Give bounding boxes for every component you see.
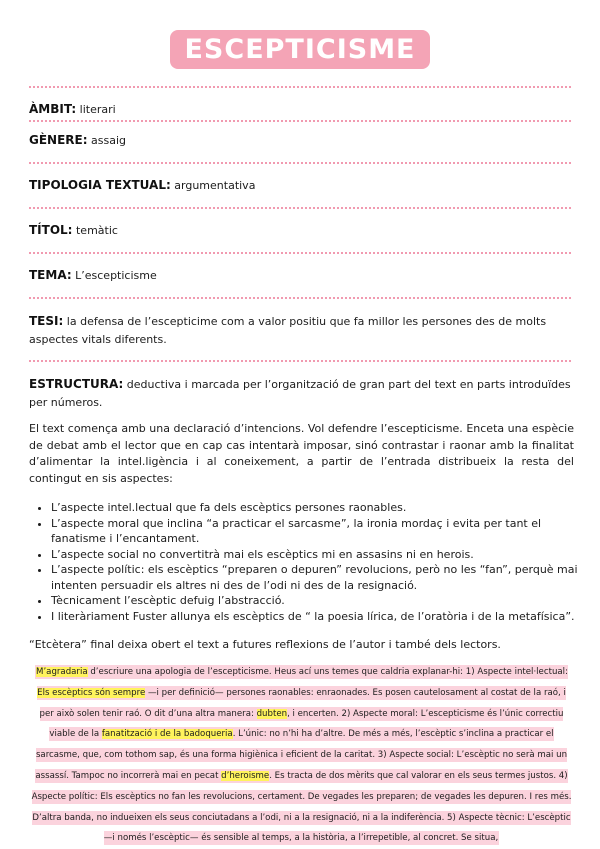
closing-paragraph: “Etcètera” final deixa obert el text a futures reflexions de l’autor i també dels lectors. — [29, 638, 501, 651]
field-label: ÀMBIT: — [29, 102, 77, 116]
excerpt-segment: —i per definició— persones raonables: enraonades. Es posen cautelosament al costat de la raó, i per això solen tenir raó. O dit d’una altra manera: — [39, 687, 566, 719]
list-item: • L’aspecte intel.lectual que fa dels escèptics persones raonables. — [51, 500, 596, 516]
highlight: dubten — [256, 708, 288, 719]
excerpt-text — [32, 665, 572, 845]
field-estructura — [29, 375, 574, 412]
dotted-divider — [29, 252, 571, 254]
field-label: TESI: — [29, 314, 64, 328]
intro-paragraph: El text comença amb una declaració d’intencions. Vol defendre l’escepticisme. Enceta una espècie de debat amb el lector que en cap cas intentarà imposar, sinó contrastar i raonar amb la finalitat d’alimentar la intel.ligència i al coneixement, a partir de l’entrada distribueix la resta del contingut en sis aspectes: — [29, 422, 574, 485]
highlight: fanatització i de la badoqueria — [101, 729, 233, 740]
list-item: • L’aspecte social no convertitrà mai els escèptics mi en assasins ni en herois. — [51, 547, 596, 563]
excerpt-segment: . Es tracta de dos mèrits que cal valorar en els seus termes justos. 4) Aspecte polític: Els escèptics no fan les revolucions, certament. De vegades les preparen; de vegades les depuren. I res més. D’altra banda, no indueixen els seus conciutadans a l’odi, ni a la resignació, ni a la indiferència. 5) Aspecte tècnic: L’escèptic —i només l’escèptic— és sensible al temps, a la història, a l’irrepetible, al concret. Se situa, — [31, 770, 572, 844]
field-label: ESTRUCTURA: — [29, 377, 124, 391]
excerpt-segment: d’escriure una apologia de l’escepticisme. Heus ací uns temes que caldria explanar-hi: 1) Aspecte intel·lectual: — [87, 667, 568, 677]
excerpt-segment: , i encerten. 2) Aspecte moral: L’escepticisme és l’únic correctiu viable de la — [49, 708, 564, 740]
dotted-divider — [29, 120, 571, 122]
aspects-list — [29, 500, 596, 624]
dotted-divider — [29, 207, 571, 209]
field-value: temàtic — [75, 224, 118, 237]
list-item: • L’aspecte polític: els escèptics “preparen o depuren” revolucions, però no les “fan”, perquè mai intenten persuadir els altres ni des de l’odi ni des de la resignació. — [51, 562, 596, 593]
field-value: deductiva i marcada per l’organització de gran part del text en parts introduïdes per números. — [29, 378, 571, 409]
field-tesi — [29, 312, 574, 349]
list-item: • I literàriament Fuster allunya els escèptics de “ la poesia lírica, de l’oratòria i de la metafísica”. — [51, 609, 596, 625]
field-genere — [29, 131, 574, 150]
excerpt-segment: . L’únic: no n’hi ha d’altre. De més a més, l’escèptic s’inclina a practicar el sarcasme, que, com tothom sap, és una forma higiènica i eficient de la caritat. 3) Aspecte social: L’escèptic no serà mai un assassí. Tampoc no incorrerà mai en pecat — [35, 729, 568, 781]
list-item: • L’aspecte moral que inclina “a practicar el sarcasme”, la ironia mordaç i evita per tant el fanatisme i l’encantament. — [51, 516, 596, 547]
field-label: GÈNERE: — [29, 133, 88, 147]
dotted-divider — [29, 162, 571, 164]
highlighted-excerpt — [29, 662, 574, 849]
list-item: • Tècnicament l’escèptic defuig l’abstracció. — [51, 593, 596, 609]
field-label: TÍTOL: — [29, 223, 73, 237]
field-label: TEMA: — [29, 268, 72, 282]
page-title: ESCEPTICISME — [170, 30, 429, 69]
field-value: L’escepticisme — [75, 269, 157, 282]
dotted-divider — [29, 360, 571, 362]
highlight: M’agradaria — [36, 667, 88, 677]
dotted-divider — [29, 86, 571, 88]
highlight: d’heroisme — [221, 770, 270, 781]
field-tipologia — [29, 176, 574, 195]
field-ambit — [29, 100, 574, 119]
title-banner — [0, 30, 600, 69]
field-value: assaig — [91, 134, 127, 147]
field-titol — [29, 221, 574, 240]
field-value: la defensa de l’escepticime com a valor positiu que fa millor les persones des de molts aspectes vitals diferents. — [29, 315, 547, 346]
field-tema — [29, 266, 574, 285]
field-value: literari — [79, 103, 116, 116]
field-value: argumentativa — [174, 179, 256, 192]
field-label: TIPOLOGIA TEXTUAL: — [29, 178, 171, 192]
dotted-divider — [29, 297, 571, 299]
highlight: Els escèptics són sempre — [37, 687, 146, 698]
